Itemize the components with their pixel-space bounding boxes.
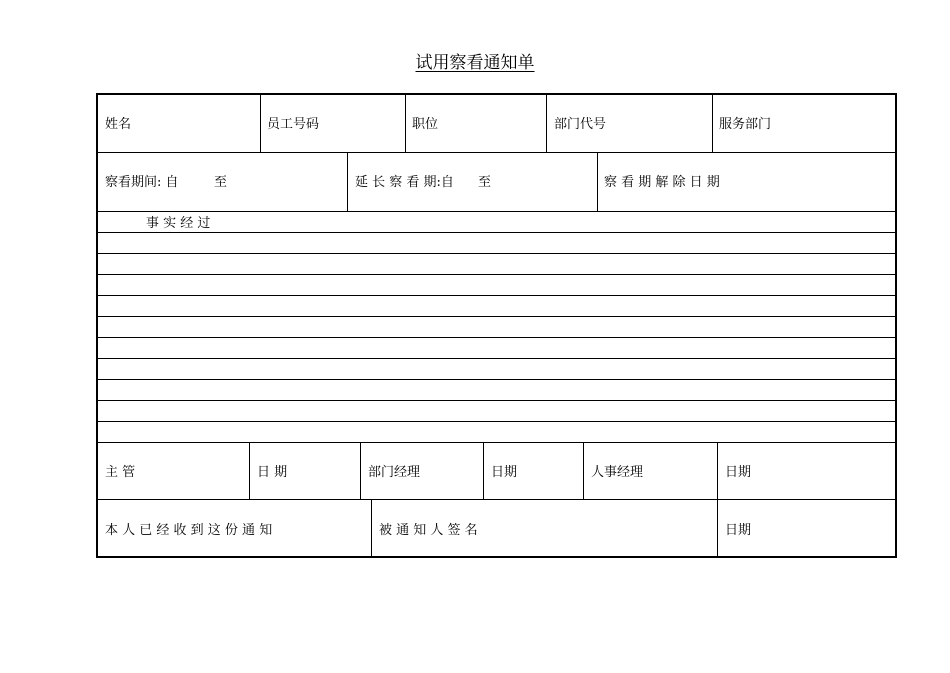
facts-line (98, 274, 895, 275)
row-divider (98, 442, 895, 443)
row-divider (98, 499, 895, 500)
facts-line (98, 232, 895, 233)
column-divider (360, 442, 361, 499)
column-divider (483, 442, 484, 499)
facts-line (98, 253, 895, 254)
facts-line (98, 400, 895, 401)
column-divider (583, 442, 584, 499)
employee-number-field[interactable]: 员工号码 (267, 117, 320, 132)
form-title-text: 试用察看通知单 (415, 53, 535, 73)
facts-line (98, 379, 895, 380)
department-manager-field[interactable]: 部门经理 (368, 465, 421, 480)
column-divider (347, 152, 348, 211)
facts-line (98, 358, 895, 359)
column-divider (546, 95, 547, 152)
column-divider (249, 442, 250, 499)
name-field[interactable]: 姓名 (105, 117, 132, 132)
row-divider (98, 211, 895, 212)
hr-manager-date-field[interactable]: 日期 (725, 465, 752, 480)
extended-period-to-label: 至 (478, 175, 492, 190)
hr-manager-field[interactable]: 人事经理 (591, 465, 644, 480)
department-manager-date-field[interactable]: 日期 (491, 465, 518, 480)
observation-period-to-label: 至 (214, 175, 228, 190)
department-code-field[interactable]: 部门代号 (554, 117, 607, 132)
release-date-field[interactable]: 察 看 期 解 除 日 期 (604, 175, 720, 190)
supervisor-field[interactable]: 主 管 (105, 465, 136, 480)
column-divider (717, 442, 718, 499)
column-divider (260, 95, 261, 152)
facts-line (98, 337, 895, 338)
form-title (0, 52, 950, 74)
supervisor-date-field[interactable]: 日 期 (257, 465, 288, 480)
facts-label: 事 实 经 过 (146, 216, 211, 231)
column-divider (405, 95, 406, 152)
service-department-field[interactable]: 服务部门 (719, 117, 772, 132)
notified-person-signature-field[interactable]: 被 通 知 人 签 名 (379, 523, 478, 538)
column-divider (597, 152, 598, 211)
notice-form-table (96, 93, 897, 558)
column-divider (712, 95, 713, 152)
facts-line (98, 316, 895, 317)
extended-period-field[interactable]: 延 长 察 看 期:自 (355, 175, 454, 190)
column-divider (717, 499, 718, 558)
position-field[interactable]: 职位 (412, 117, 439, 132)
row-divider (98, 152, 895, 153)
signature-date-field[interactable]: 日期 (725, 523, 752, 538)
observation-period-field[interactable]: 察看期间: 自 (105, 175, 179, 190)
receipt-acknowledgement-field[interactable]: 本 人 已 经 收 到 这 份 通 知 (105, 523, 273, 538)
facts-line (98, 421, 895, 422)
facts-line (98, 295, 895, 296)
column-divider (371, 499, 372, 558)
